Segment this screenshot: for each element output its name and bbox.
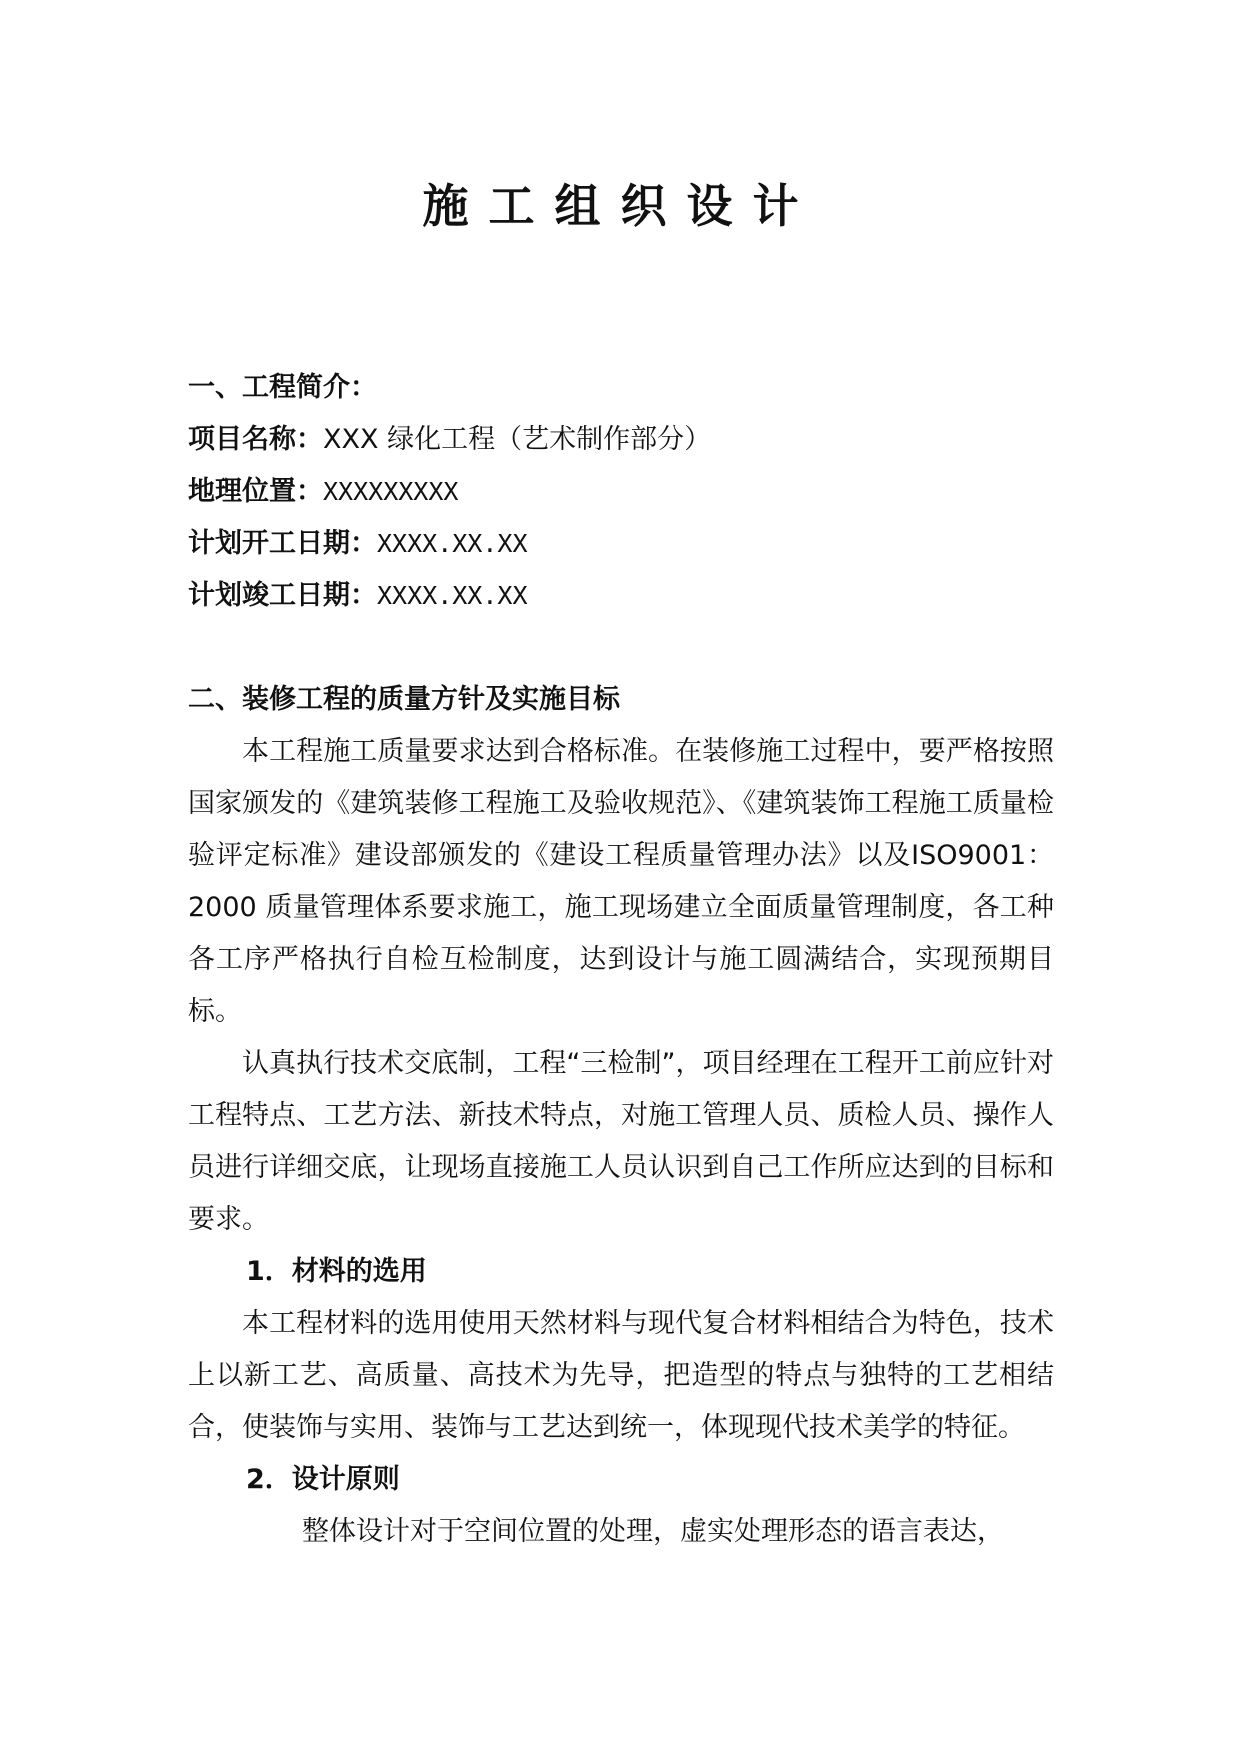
location-field xyxy=(188,466,1054,518)
field-label: 计划开工日期： xyxy=(188,528,377,559)
quality-paragraph: 本工程施工质量要求达到合格标准。在装修施工过程中，要严格按照国家颁发的《建筑装修工程施工及验收规范》、《建筑装饰工程施工质量检验评定标准》建设部颁发的《建设工程质量管理办法》以及ISO9001：2000 质量管理体系要求施工，施工现场建立全面质量管理制度，各工种各工序严格执行自检互检制度，达到设计与施工圆满结合，实现预期目标。 xyxy=(188,736,1054,1027)
document-title: 施工组织设计 xyxy=(422,179,819,233)
document-body xyxy=(188,362,1054,1558)
design-principles-paragraph: 整体设计对于空间位置的处理，虚实处理形态的语言表达， xyxy=(302,1516,1004,1547)
field-label: 计划竣工日期： xyxy=(188,580,377,611)
design-principles-heading: 2．设计原则 xyxy=(246,1464,400,1495)
spacer xyxy=(188,622,1054,674)
field-label: 地理位置： xyxy=(188,476,323,507)
section1-heading: 一、工程简介： xyxy=(188,372,377,403)
field-value: XXXXXXXXX xyxy=(323,477,459,506)
materials-paragraph: 本工程材料的选用使用天然材料与现代复合材料相结合为特色，技术上以新工艺、高质量、高技术为先导，把造型的特点与独特的工艺相结合，使装饰与实用、装饰与工艺达到统一，体现现代技术美学的特征。 xyxy=(188,1308,1054,1443)
field-label: 项目名称： xyxy=(188,424,323,455)
inspection-paragraph: 认真执行技术交底制，工程“三检制”，项目经理在工程开工前应针对工程特点、工艺方法、新技术特点，对施工管理人员、质检人员、操作人员进行详细交底，让现场直接施工人员认识到自己工作所应达到的目标和要求。 xyxy=(188,1048,1054,1235)
field-value: XXXX.XX.XX xyxy=(377,581,528,610)
project-name-field xyxy=(188,414,1054,466)
materials-heading: 1．材料的选用 xyxy=(246,1256,427,1287)
planned-start-field xyxy=(188,518,1054,570)
field-value: XXX 绿化工程（艺术制作部分） xyxy=(323,424,712,455)
field-value: XXXX.XX.XX xyxy=(377,529,528,558)
section2-heading: 二、装修工程的质量方针及实施目标 xyxy=(188,684,620,715)
planned-end-field xyxy=(188,570,1054,622)
